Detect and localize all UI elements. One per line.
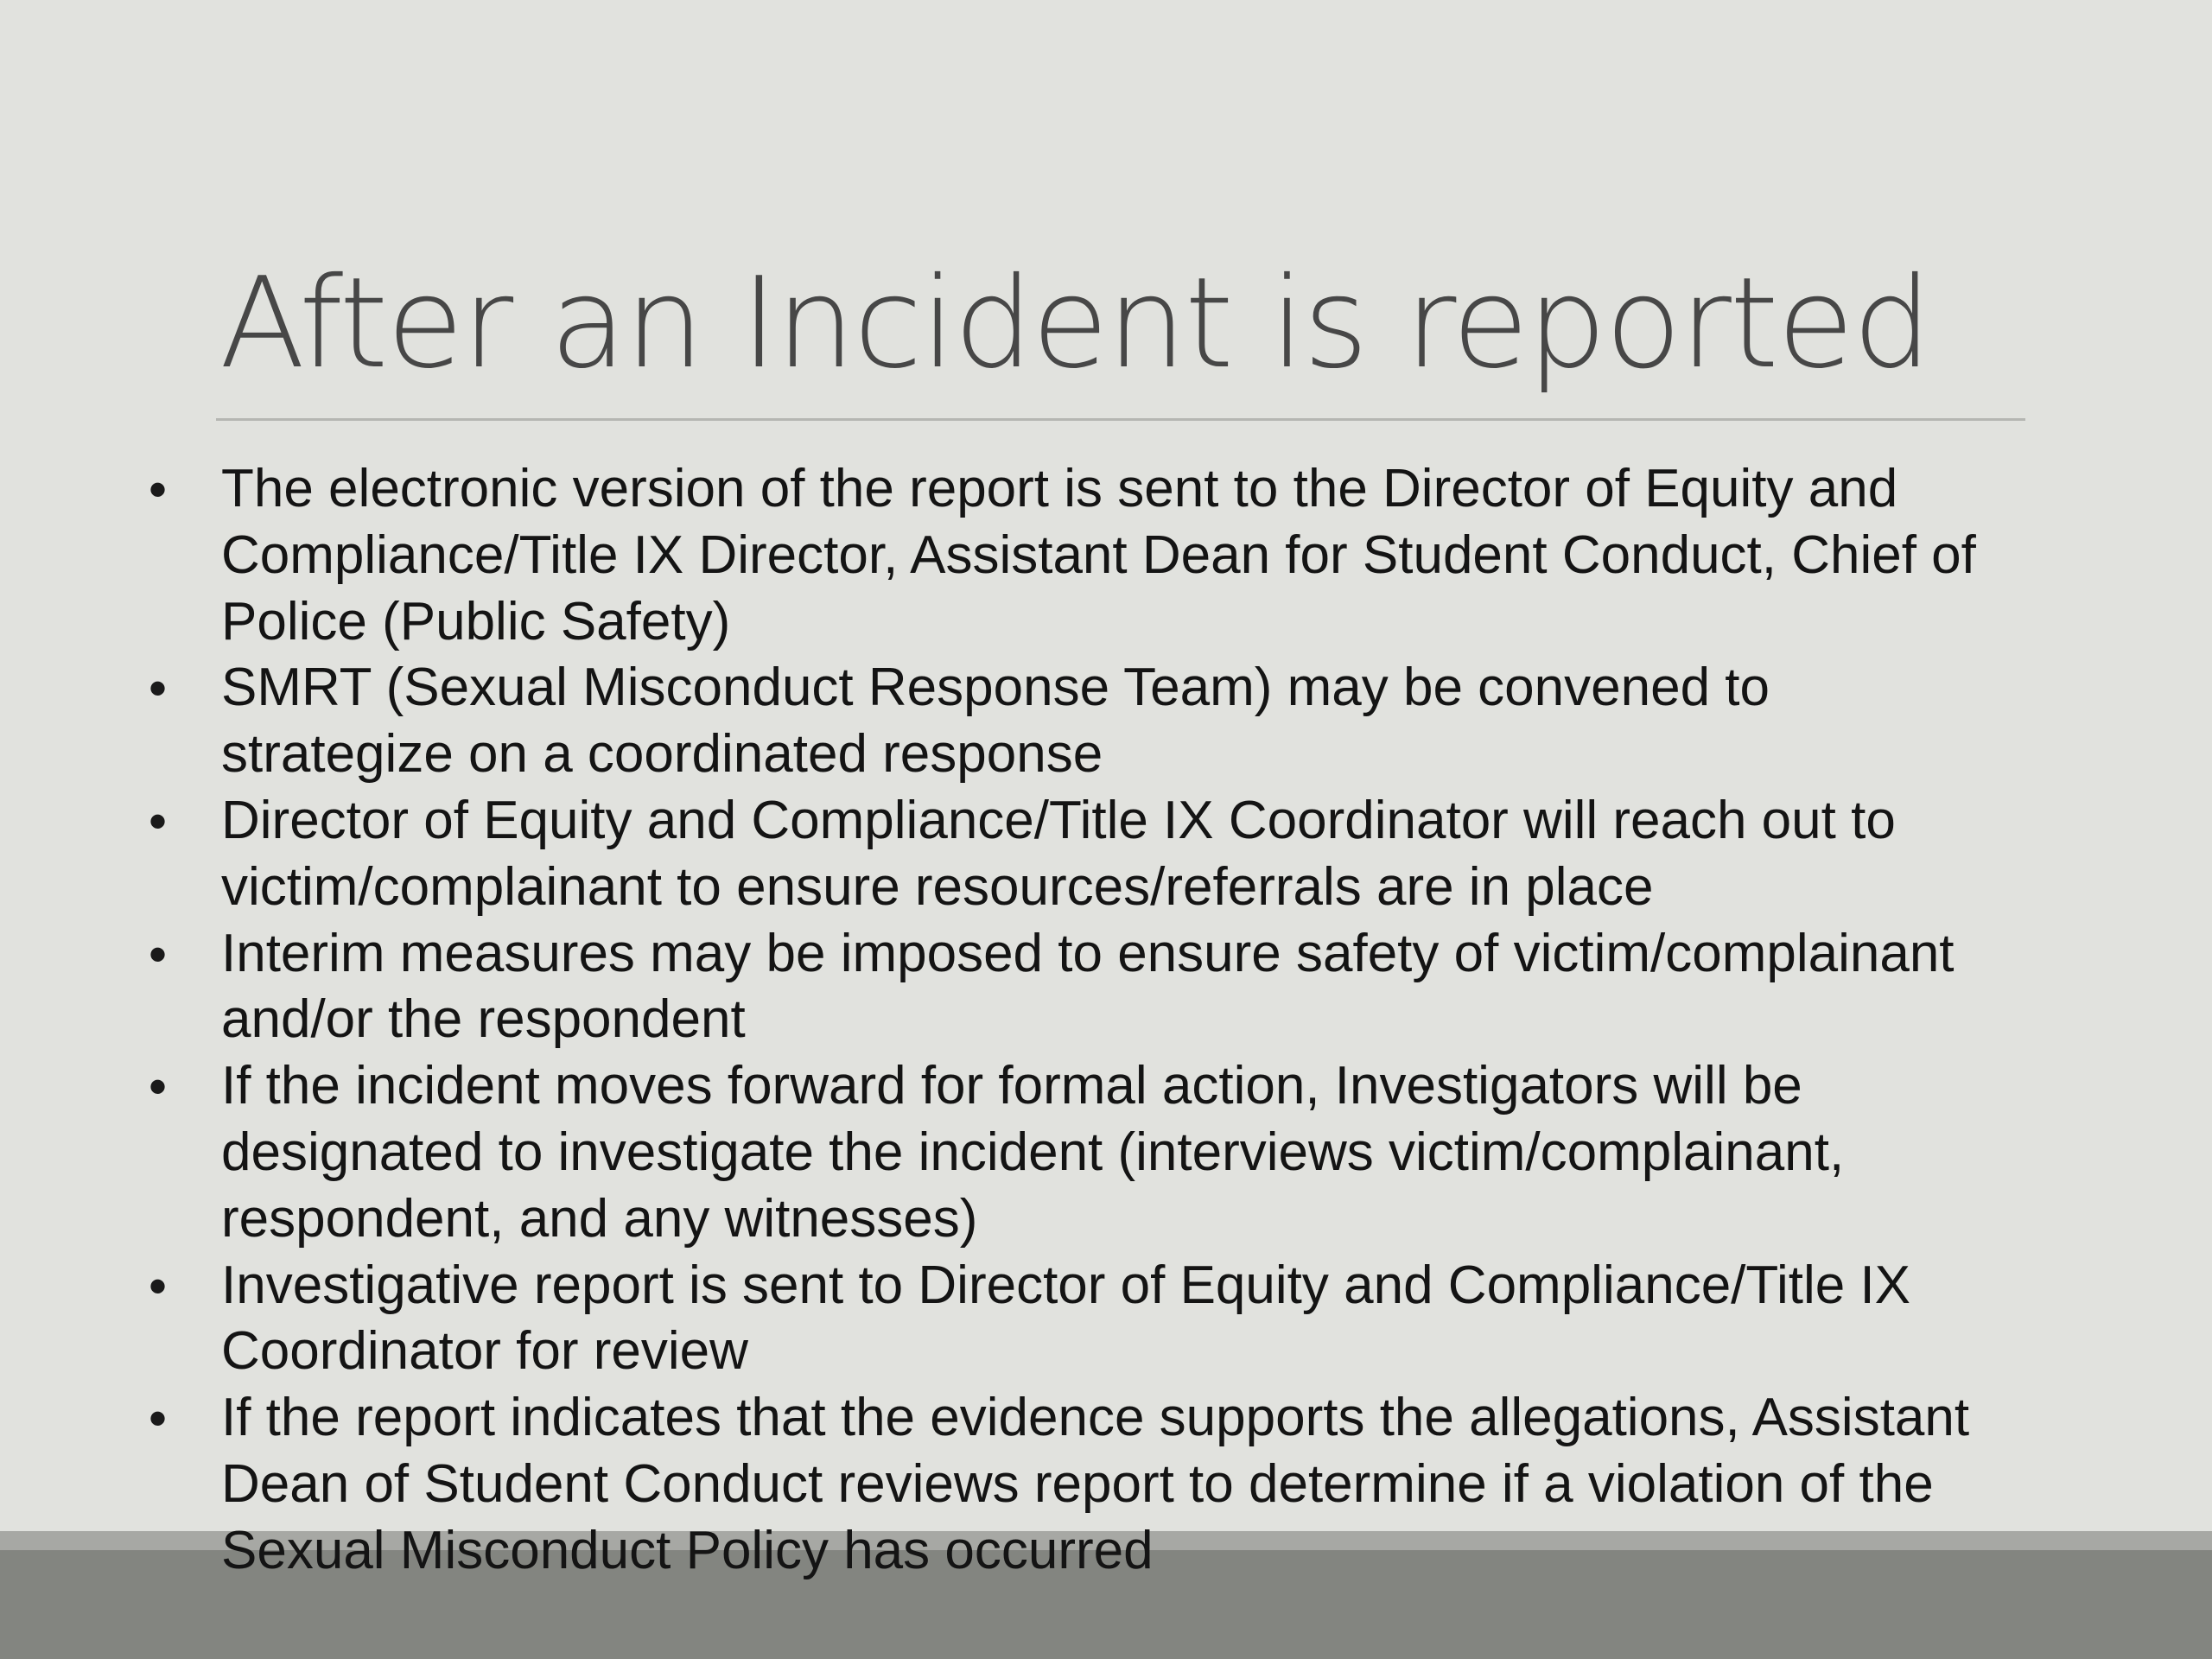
bullet-dot-icon: • [149,791,168,850]
bullet-text [221,655,2053,788]
bullet-dot-icon: • [149,925,168,983]
bullet-text-line: If the report indicates that the evidence supports the allegations, Assistant [221,1388,1970,1448]
bullet-text [221,921,2053,1054]
bullet-text-line: Coordinator for review [221,1321,748,1382]
bullet-item [0,1253,2212,1386]
bullet-item [0,788,2212,921]
bullet-dot-icon: • [149,1058,168,1116]
bullet-text-line: If the incident moves forward for formal action, Investigators will be [221,1056,1802,1116]
bullet-text-line: Compliance/Title IX Director, Assistant Dean for Student Conduct, Chief of [221,524,1976,585]
bullet-text-line: designated to investigate the incident (interviews victim/complainant, [221,1122,1845,1182]
bullet-text-line: Investigative report is sent to Director of Equity and Compliance/Title IX [221,1255,1911,1315]
bullet-text-line: respondent, and any witnesses) [221,1188,978,1249]
bullet-list [0,456,2212,1585]
bullet-text-line: victim/complainant to ensure resources/referrals are in place [221,856,1654,917]
bullet-dot-icon: • [149,1389,168,1448]
bullet-text-line: strategize on a coordinated response [221,724,1103,785]
bullet-text [221,1053,2053,1252]
bullet-item [0,921,2212,1054]
bullet-dot-icon: • [149,659,168,718]
bullet-text-line: Police (Public Safety) [221,591,731,652]
bullet-text-line: SMRT (Sexual Misconduct Response Team) may be convened to [221,658,1770,718]
bullet-item [0,1053,2212,1252]
bullet-item [0,456,2212,655]
bullet-text [221,456,2053,655]
bullet-dot-icon: • [149,461,168,518]
bullet-text-line: The electronic version of the report is sent to the Director of Equity and [221,459,1898,518]
bullet-text [221,1385,2053,1584]
bullet-item [0,655,2212,788]
bullet-text-line: Sexual Misconduct Policy has occurred [221,1520,1154,1580]
bullet-text-line: Interim measures may be imposed to ensure safety of victim/complainant [221,923,1955,983]
bullet-text [221,1253,2053,1386]
bullet-dot-icon: • [149,1256,168,1315]
bullet-text-line: Dean of Student Conduct reviews report to determine if a violation of the [221,1453,1934,1514]
title-divider [216,418,2025,421]
bullet-text-line: Director of Equity and Compliance/Title IX Coordinator will reach out to [221,790,1896,850]
bullet-text-line: and/or the respondent [221,989,746,1050]
bullet-text [221,788,2053,921]
slide-title: After an Incident is reported [219,251,1930,397]
bullet-item [0,1385,2212,1584]
